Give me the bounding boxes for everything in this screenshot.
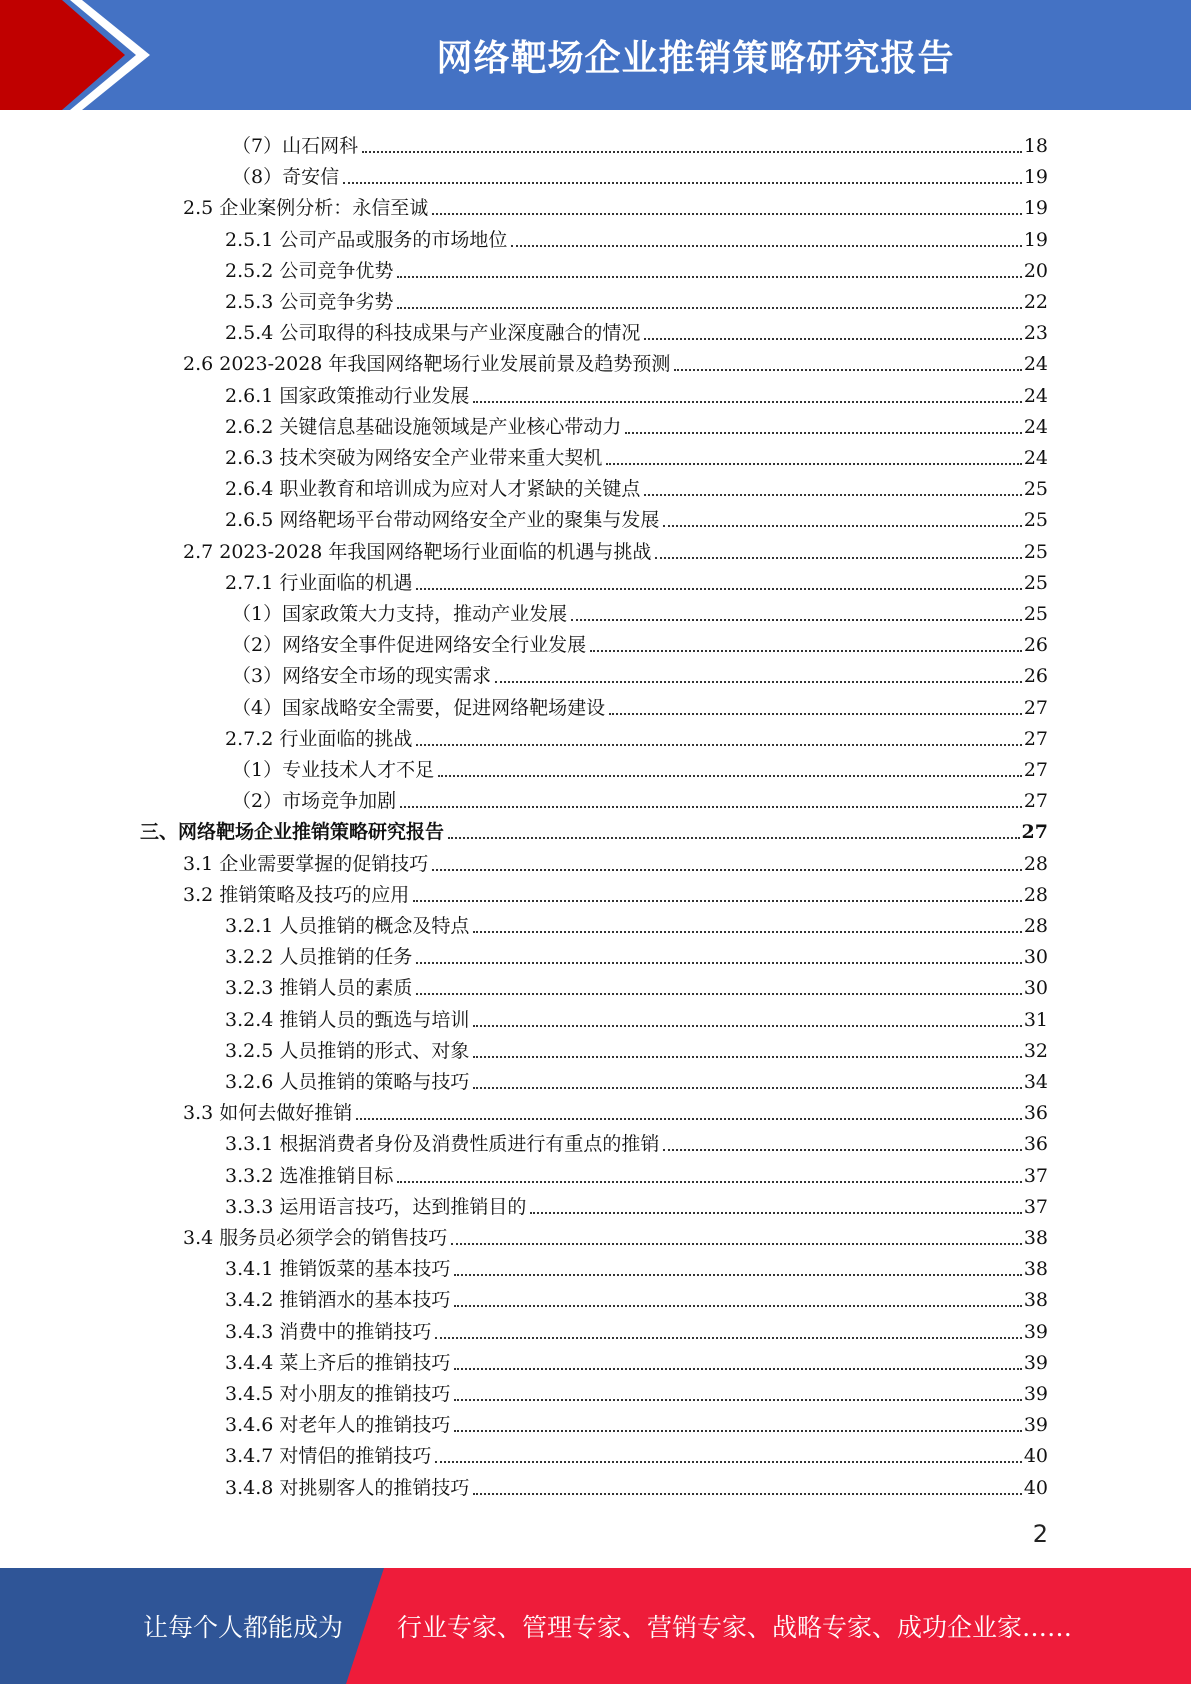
toc-entry[interactable] [225,1406,1048,1437]
toc-entry[interactable] [225,501,1048,532]
toc-entry[interactable] [232,782,1048,813]
toc-entry-title: 2.7 2023-2028 年我国网络靶场行业面临的机遇与挑战 [183,540,652,563]
toc-entry[interactable] [225,1063,1048,1094]
toc-entry-page: 24 [1023,447,1048,469]
toc-entry-title: 三、网络靶场企业推销策略研究报告 [140,821,445,844]
toc-entry[interactable] [225,470,1048,501]
toc-entry[interactable] [225,283,1048,314]
toc-entry[interactable] [225,314,1048,345]
toc-leader-dots [397,306,1021,309]
toc-entry-title: 2.6.5 网络靶场平台带动网络安全产业的聚集与发展 [225,509,660,532]
toc-entry[interactable] [183,876,1048,907]
toc-entry-title: 2.6.4 职业教育和培训成为应对人才紧缺的关键点 [225,478,641,501]
toc-entry-title: 2.6.1 国家政策推动行业发展 [225,384,470,407]
toc-entry[interactable] [232,751,1048,782]
toc-entry-title: 3.3.3 运用语言技巧，达到推销目的 [225,1195,527,1218]
toc-entry-page: 19 [1023,197,1048,220]
toc-leader-dots [473,1024,1021,1027]
page-header [0,0,1191,110]
toc-entry-page: 37 [1023,1164,1048,1187]
toc-entry[interactable] [225,1157,1048,1188]
toc-leader-dots [674,368,1021,371]
toc-entry[interactable] [225,221,1048,252]
toc-entry-page: 25 [1023,540,1048,563]
toc-entry-title: 3.4.5 对小朋友的推销技巧 [225,1383,451,1405]
toc-entry-page: 36 [1023,1102,1048,1125]
toc-leader-dots [448,836,1020,839]
toc-entry-page: 25 [1023,603,1048,625]
toc-entry-page: 28 [1023,883,1048,906]
toc-entry-page: 28 [1023,915,1048,937]
toc-leader-dots [343,181,1022,184]
toc-entry[interactable] [225,969,1048,1000]
toc-entry[interactable] [140,813,1048,844]
toc-entry-page: 20 [1023,259,1048,282]
toc-entry-title: 2.5.2 公司竞争优势 [225,259,394,282]
toc-leader-dots [609,712,1022,715]
toc-leader-dots [397,1180,1021,1183]
toc-entry-title: 2.5.1 公司产品或服务的市场地位 [225,228,508,251]
toc-leader-dots [625,431,1021,434]
toc-entry-page: 22 [1023,291,1048,313]
toc-leader-dots [416,743,1021,746]
footer-slogan-left: 让每个人都能成为 [143,1613,344,1642]
toc-entry[interactable] [183,1094,1048,1125]
toc-entry[interactable] [225,1125,1048,1156]
toc-entry-title: 3.3 如何去做好推销 [183,1102,353,1125]
toc-entry[interactable] [225,1281,1048,1312]
toc-entry-title: （2）网络安全事件促进网络安全行业发展 [232,634,587,657]
toc-entry-page: 28 [1023,852,1048,875]
toc-leader-dots [454,1429,1021,1432]
toc-entry[interactable] [225,1250,1048,1281]
toc-entry[interactable] [183,189,1048,220]
toc-entry-title: 3.4.8 对挑剔客人的推销技巧 [225,1476,470,1499]
toc-entry-title: 2.6.3 技术突破为网络安全产业带来重大契机 [225,447,603,469]
toc-entry[interactable] [225,564,1048,595]
toc-leader-dots [416,992,1021,995]
toc-entry-title: 3.2.6 人员推销的策略与技巧 [225,1071,470,1093]
toc-entry-title: 3.3.1 根据消费者身份及消费性质进行有重点的推销 [225,1133,660,1156]
toc-entry[interactable] [225,1469,1048,1500]
toc-entry-title: 3.2.1 人员推销的概念及特点 [225,915,470,937]
toc-entry[interactable] [183,533,1048,564]
toc-entry-title: 2.6.2 关键信息基础设施领域是产业核心带动力 [225,415,622,438]
toc-entry-title: 3.1 企业需要掌握的促销技巧 [183,852,429,875]
toc-entry[interactable] [232,626,1048,657]
toc-leader-dots [473,930,1021,933]
toc-leader-dots [454,1273,1021,1276]
toc-entry[interactable] [183,1219,1048,1250]
toc-leader-dots [435,1336,1021,1339]
toc-entry-page: 30 [1023,977,1048,1000]
toc-leader-dots [400,805,1022,808]
toc-leader-dots [454,1367,1021,1370]
toc-leader-dots [606,462,1021,465]
toc-entry-title: 3.4 服务员必须学会的销售技巧 [183,1227,448,1249]
toc-entry-page: 25 [1023,478,1048,501]
toc-entry-title: 3.4.3 消费中的推销技巧 [225,1320,432,1343]
toc-entry-page: 26 [1023,634,1048,657]
toc-leader-dots [356,1117,1022,1120]
toc-entry-title: 3.2 推销策略及技巧的应用 [183,883,410,906]
toc-leader-dots [663,524,1021,527]
toc-leader-dots [530,1211,1021,1214]
toc-entry-page: 39 [1023,1320,1048,1343]
toc-entry-page: 19 [1023,228,1048,251]
toc-leader-dots [473,1055,1021,1058]
toc-entry[interactable] [225,1001,1048,1032]
toc-entry[interactable] [225,1188,1048,1219]
toc-leader-dots [590,649,1022,652]
toc-entry-title: 2.5.4 公司取得的科技成果与产业深度融合的情况 [225,322,641,345]
toc-leader-dots [644,337,1021,340]
toc-entry-page: 24 [1023,415,1048,438]
toc-entry-page: 18 [1023,135,1048,157]
toc-entry-page: 32 [1023,1039,1048,1062]
toc-entry-page: 25 [1023,571,1048,594]
toc-entry[interactable] [232,689,1048,720]
toc-leader-dots [655,556,1021,559]
toc-entry[interactable] [225,1344,1048,1375]
toc-entry-page: 40 [1023,1445,1048,1468]
toc-entry[interactable] [225,720,1048,751]
toc-entry[interactable] [225,1437,1048,1468]
toc-entry-page: 31 [1023,1008,1048,1031]
toc-entry-page: 27 [1023,696,1048,719]
toc-entry-title: 2.5.3 公司竞争劣势 [225,291,394,313]
toc-entry-title: 2.6 2023-2028 年我国网络靶场行业发展前景及趋势预测 [183,353,671,376]
header-title: 网络靶场企业推销策略研究报告 [436,37,955,79]
toc-entry-page: 24 [1023,353,1048,376]
toc-leader-dots [663,1148,1021,1151]
toc-entry-title: （2）市场竞争加剧 [232,790,397,813]
toc-leader-dots [473,1492,1021,1495]
toc-entry-page: 25 [1023,509,1048,532]
toc-leader-dots [644,493,1021,496]
toc-entry-page: 27 [1021,821,1048,844]
toc-leader-dots [416,587,1021,590]
header-arrow-decoration [0,0,160,110]
toc-leader-dots [413,899,1022,902]
page-footer [0,1568,1191,1684]
toc-entry-title: （1）国家政策大力支持，推动产业发展 [232,603,568,625]
toc-entry[interactable] [232,158,1048,189]
toc-entry-title: 3.4.6 对老年人的推销技巧 [225,1414,451,1437]
toc-entry-title: 3.2.5 人员推销的形式、对象 [225,1039,470,1062]
toc-entry-page: 39 [1023,1383,1048,1405]
toc-entry-title: （7）山石网科 [232,135,359,157]
toc-entry-title: 3.4.7 对情侣的推销技巧 [225,1445,432,1468]
toc-entry-page: 34 [1023,1071,1048,1093]
toc-entry-page: 27 [1023,790,1048,813]
toc-entry-page: 19 [1023,166,1048,189]
toc-entry[interactable] [225,408,1048,439]
toc-entry[interactable] [225,1375,1048,1406]
toc-entry-title: 2.7.2 行业面临的挑战 [225,727,413,750]
toc-entry-title: 3.2.3 推销人员的素质 [225,977,413,1000]
toc-leader-dots [511,244,1021,247]
toc-leader-dots [435,1460,1021,1463]
toc-entry-page: 36 [1023,1133,1048,1156]
toc-leader-dots [397,275,1021,278]
toc-leader-dots [454,1304,1021,1307]
toc-leader-dots [454,1398,1021,1401]
toc-leader-dots [432,868,1022,871]
toc-leader-dots [473,400,1021,403]
toc-entry-page: 40 [1023,1476,1048,1499]
toc-entry[interactable] [225,1313,1048,1344]
toc-entry-page: 39 [1023,1414,1048,1437]
toc-entry[interactable] [232,595,1048,626]
toc-leader-dots [432,212,1022,215]
toc-entry-page: 37 [1023,1195,1048,1218]
toc-entry[interactable] [225,1032,1048,1063]
toc-entry-page: 27 [1023,759,1048,781]
toc-entry-title: 2.7.1 行业面临的机遇 [225,571,413,594]
toc-entry[interactable] [232,657,1048,688]
footer-slogan-right: 行业专家、管理专家、营销专家、战略专家、成功企业家…… [397,1613,1073,1642]
toc-entry[interactable] [232,127,1048,158]
toc-entry-page: 23 [1023,322,1048,345]
toc-entry-page: 38 [1023,1289,1048,1312]
toc-entry-title: 3.4.4 菜上齐后的推销技巧 [225,1351,451,1374]
toc-leader-dots [495,680,1022,683]
toc-entry-page: 38 [1023,1227,1048,1249]
toc-leader-dots [362,150,1022,153]
toc-leader-dots [571,618,1022,621]
toc-entry-title: 3.4.1 推销饭菜的基本技巧 [225,1258,451,1281]
toc-entry-title: 3.3.2 选准推销目标 [225,1164,394,1187]
toc-entry-page: 30 [1023,946,1048,969]
page-number: 2 [1032,1520,1048,1548]
toc-entry[interactable] [225,907,1048,938]
toc-entry[interactable] [225,439,1048,470]
toc-entry-page: 39 [1023,1351,1048,1374]
toc-entry[interactable] [183,845,1048,876]
toc-entry-page: 27 [1023,727,1048,750]
toc-leader-dots [473,1086,1021,1089]
toc-entry-title: （8）奇安信 [232,166,340,189]
toc-entry[interactable] [225,938,1048,969]
toc-entry-title: （3）网络安全市场的现实需求 [232,665,492,688]
toc-entry-title: 3.4.2 推销酒水的基本技巧 [225,1289,451,1312]
toc-entry-title: （1）专业技术人才不足 [232,759,435,781]
toc-entry-page: 24 [1023,384,1048,407]
toc-entry-title: 3.2.4 推销人员的甄选与培训 [225,1008,470,1031]
toc-entry-page: 26 [1023,665,1048,688]
toc-entry[interactable] [225,377,1048,408]
toc-entry-title: 2.5 企业案例分析：永信至诚 [183,197,429,220]
toc-entry-title: （4）国家战略安全需要，促进网络靶场建设 [232,696,606,719]
toc-entry[interactable] [225,252,1048,283]
toc-leader-dots [451,1242,1022,1245]
toc-entry[interactable] [183,345,1048,376]
toc-leader-dots [438,774,1022,777]
toc-leader-dots [416,961,1021,964]
toc-entry-title: 3.2.2 人员推销的任务 [225,946,413,969]
toc-entry-page: 38 [1023,1258,1048,1281]
